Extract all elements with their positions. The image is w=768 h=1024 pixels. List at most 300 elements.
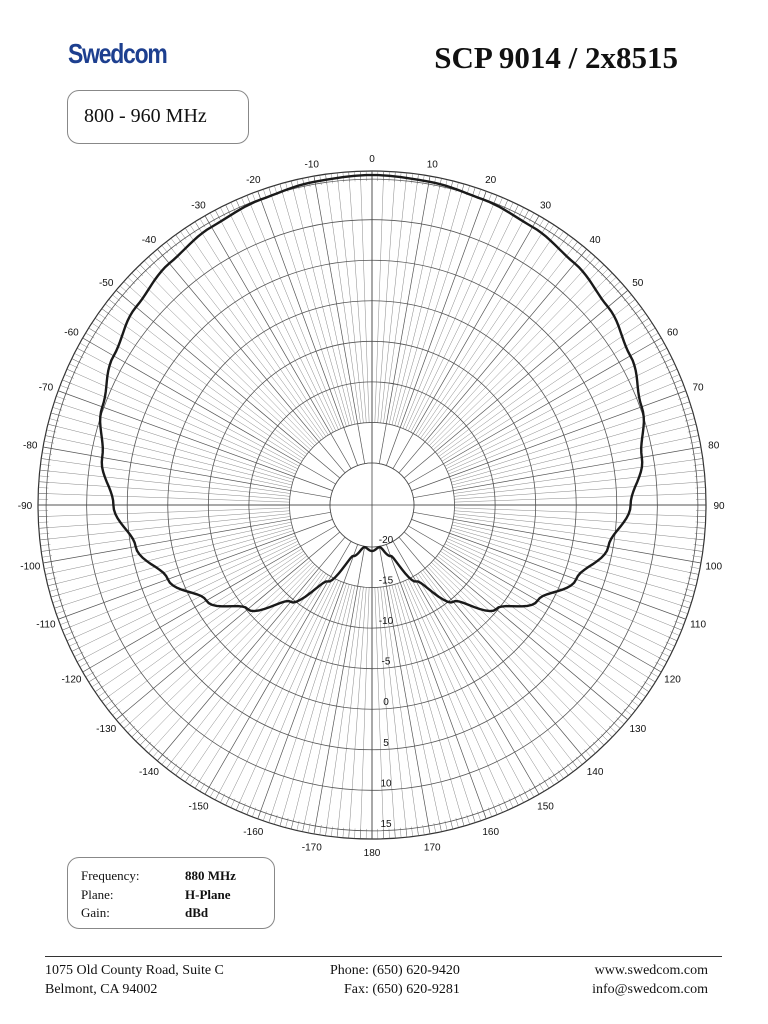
angle-spoke [51,528,293,597]
edge-tick [637,313,645,319]
angle-spoke [404,290,628,478]
angle-tick-label: -120 [61,674,82,686]
angle-spoke [360,588,369,839]
angle-spoke [102,309,305,457]
angle-spoke [95,551,303,692]
angle-spoke [157,537,345,761]
angle-tick-label: -160 [243,827,264,839]
edge-tick [210,788,215,797]
edge-tick [609,726,616,733]
edge-tick [641,686,649,692]
angle-spoke [429,564,604,745]
angle-spoke [445,544,667,662]
angle-spoke [360,171,369,422]
edge-tick [120,718,128,725]
angle-spoke [95,318,303,459]
edge-tick [80,662,89,667]
edge-tick [601,269,608,276]
angle-spoke [411,391,685,491]
edge-tick [92,323,100,328]
angle-spoke [54,402,293,480]
edge-tick [80,343,89,348]
edge-tick [195,780,200,788]
edge-tick [650,672,659,677]
angle-spoke [236,580,338,810]
angle-spoke [393,216,539,469]
angle-tick-label: 160 [482,827,500,839]
footer-divider [45,956,722,957]
angle-spoke [375,171,384,422]
edge-tick [631,700,639,706]
edge-tick [200,783,205,792]
angle-spoke [389,178,441,424]
angle-tick-label: -30 [191,200,206,212]
edge-tick [562,235,568,243]
edge-tick [613,282,620,289]
swedcom-logo: Swedcom [68,38,167,69]
angle-spoke [83,526,336,672]
edge-tick [116,290,124,296]
angle-spoke [326,587,361,836]
edge-tick [567,238,573,246]
edge-tick [149,746,156,753]
angle-spoke [195,575,328,788]
edge-tick [105,700,113,706]
angle-spoke [132,562,313,737]
angle-tick-label: 180 [363,848,381,859]
angle-spoke [439,554,642,702]
angle-spoke [77,544,299,662]
angle-spoke [454,482,705,500]
edge-tick [605,730,612,737]
edge-tick [162,757,168,765]
frequency-label: Frequency: [81,868,140,883]
edge-tick [180,770,186,778]
edge-tick [647,328,655,333]
edge-tick [95,318,103,324]
edge-tick [529,788,534,797]
edge-tick [98,313,106,319]
angle-spoke [314,176,365,464]
edge-tick [655,343,664,348]
angle-spoke [408,338,661,484]
angle-spoke [303,178,355,424]
angle-spoke [39,511,290,529]
angle-spoke [386,191,486,465]
edge-tick [153,750,160,758]
angle-spoke [404,532,628,720]
angle-spoke [408,526,661,672]
footer-contact [330,961,460,999]
edge-tick [647,677,655,682]
edge-tick [205,786,210,795]
angle-spoke [205,541,351,794]
angle-spoke [395,184,464,426]
edge-tick [102,309,110,315]
angle-spoke [379,176,430,464]
angle-spoke [83,338,336,484]
angle-spoke [442,328,655,461]
edge-tick [562,767,568,775]
edge-tick [558,231,564,239]
angle-tick-label: -70 [38,382,54,394]
radial-tick-label: 5 [383,737,389,749]
phone-number: Phone: (650) 620-9420 [330,963,460,978]
edge-tick [641,318,649,324]
angle-spoke [453,522,699,574]
edge-tick [205,216,210,225]
radial-tick-label: -15 [378,575,394,587]
angle-spoke [455,508,706,517]
angle-spoke [314,546,365,834]
edge-tick [529,213,534,222]
angle-spoke [269,584,347,823]
edge-tick [124,722,131,729]
edge-tick [153,253,160,261]
edge-tick [89,677,97,682]
edge-tick [593,742,600,749]
angle-tick-label: -130 [96,724,117,736]
angle-spoke [258,191,358,465]
edge-tick [86,672,95,677]
edge-tick [585,750,592,758]
angle-spoke [446,541,672,651]
edge-tick [609,277,616,284]
edge-tick [544,222,549,230]
angle-spoke [157,249,345,473]
edge-tick [580,249,586,257]
angle-spoke [418,228,559,436]
angle-spoke [418,573,559,781]
radial-tick-label: -5 [381,656,391,668]
angle-spoke [451,531,690,609]
angle-tick-label: 90 [713,501,725,512]
angle-tick-label: 130 [629,724,647,736]
angle-spoke [258,544,358,818]
edge-tick [620,290,628,296]
angle-spoke [451,528,693,597]
edge-tick [120,286,128,293]
edge-tick [128,277,135,284]
radial-tick-label: -20 [378,535,394,546]
angle-spoke [429,265,604,446]
angle-tick-label: -150 [188,801,209,813]
footer-online [592,961,708,999]
edge-tick [112,295,120,301]
frequency-band-label: 800 - 960 MHz [84,105,207,127]
angle-spoke [215,578,333,800]
address-line-2: Belmont, CA 94002 [45,982,158,997]
edge-tick [89,328,97,333]
edge-tick [140,738,147,745]
angle-spoke [383,174,418,423]
angle-spoke [421,235,569,438]
angle-spoke [349,587,367,838]
angle-tick-label: -100 [20,561,41,573]
angle-spoke [140,564,315,745]
edge-tick [613,722,620,729]
angle-spoke [51,413,293,482]
edge-tick [136,269,143,276]
edge-tick [128,726,135,733]
edge-tick [617,286,625,293]
model-title: SCP 9014 / 2x8515 [434,40,678,75]
edge-tick [534,216,539,225]
angle-spoke [89,328,302,461]
angle-spoke [399,537,587,761]
edge-tick [185,228,191,236]
edge-tick [176,767,182,775]
edge-tick [166,760,172,768]
gain-label: Gain: [81,905,110,920]
angle-spoke [440,551,648,692]
edge-tick [195,222,200,230]
edge-tick [86,333,95,338]
angle-spoke [337,173,363,423]
edge-tick [637,691,645,697]
angle-tick-label: 110 [690,619,707,631]
angle-tick-label: -110 [36,619,56,631]
angle-spoke [38,508,289,517]
angle-spoke [454,514,704,540]
edge-tick [95,686,103,692]
edge-tick [605,273,612,280]
edge-tick [102,695,110,701]
angle-tick-label: 120 [664,674,681,686]
angle-spoke [195,222,328,435]
angle-tick-label: 10 [426,159,438,171]
edge-tick [589,257,596,264]
plane-value: H-Plane [185,887,231,902]
edge-tick [627,299,635,305]
edge-tick [132,273,139,280]
angle-spoke [451,402,690,480]
angle-spoke [451,413,693,482]
angle-spoke [40,470,290,496]
edge-tick [92,681,100,686]
angle-spoke [431,562,612,737]
angle-spoke [398,187,476,426]
angle-spoke [326,174,361,423]
edge-tick [601,734,608,741]
edge-tick [83,338,92,343]
edge-tick [571,760,577,768]
angle-spoke [454,511,705,529]
angle-spoke [389,586,441,832]
edge-tick [620,713,628,719]
edge-tick [553,774,559,782]
angle-spoke [89,549,302,682]
edge-tick [553,228,559,236]
edge-tick [650,333,659,338]
edge-tick [98,691,106,697]
edge-tick [624,709,632,715]
angle-spoke [421,572,569,775]
edge-tick [144,261,151,268]
edge-tick [567,764,573,772]
angle-spoke [413,512,701,563]
edge-tick [116,713,124,719]
edge-tick [162,245,168,253]
edge-tick [539,219,544,228]
angle-tick-label: -90 [17,501,33,512]
radial-tick-label: 0 [383,697,389,709]
edge-tick [634,309,642,315]
angle-spoke [269,187,347,426]
angle-spoke [38,493,289,502]
edge-tick [655,662,664,667]
edge-tick [190,777,195,785]
radial-tick-label: 10 [380,778,392,790]
angle-tick-label: -60 [64,327,79,339]
angle-spoke [39,482,290,500]
angle-spoke [41,516,290,551]
angle-spoke [408,579,518,805]
edge-tick [589,746,596,753]
edge-tick [176,235,182,243]
angle-spoke [440,318,648,459]
angle-spoke [406,580,508,810]
edge-tick [144,742,151,749]
angle-spoke [416,222,549,435]
angle-spoke [176,235,324,438]
angle-spoke [140,265,315,446]
angle-spoke [102,554,305,702]
edge-tick [132,730,139,737]
angle-spoke [72,541,298,651]
edge-tick [631,304,639,310]
angle-spoke [226,579,336,805]
angle-spoke [40,514,290,540]
angle-spoke [226,205,336,431]
angle-spoke [45,522,291,574]
angle-spoke [398,584,476,823]
edge-tick [83,667,92,672]
edge-tick [558,770,564,778]
edge-tick [157,753,163,761]
angle-spoke [411,578,529,800]
edge-tick [109,704,117,710]
edge-tick [597,738,604,745]
edge-tick [544,780,549,788]
angle-spoke [205,216,351,469]
angle-spoke [431,273,612,448]
angle-spoke [386,544,486,818]
angle-spoke [303,586,355,832]
angle-spoke [236,200,338,430]
edge-tick [190,225,195,233]
gain-value: dBd [185,905,209,920]
edge-tick [185,774,191,782]
radial-tick-label: 15 [380,818,392,830]
edge-tick [180,231,186,239]
edge-tick [548,777,553,785]
angle-tick-label: 0 [369,154,375,165]
address-line-1: 1075 Old County Road, Suite C [45,963,224,978]
angle-spoke [442,549,655,682]
angle-tick-label: -10 [304,159,319,171]
edge-tick [171,238,177,246]
edge-tick [157,249,163,257]
email-link[interactable]: info@swedcom.com [592,982,708,997]
angle-spoke [280,184,349,426]
angle-spoke [116,532,340,720]
angle-spoke [72,359,298,469]
angle-spoke [416,575,549,788]
edge-tick [109,299,117,305]
angle-tick-label: 170 [423,842,441,854]
angle-spoke [58,519,332,619]
edge-tick [617,718,625,725]
footer-address [45,961,224,999]
angle-spoke [379,546,430,834]
edge-tick [105,304,113,310]
angle-tick-label: 140 [586,766,604,778]
angle-tick-label: 100 [705,561,723,573]
angle-spoke [176,572,324,775]
edge-tick [166,242,172,250]
info-box [67,857,275,929]
angle-spoke [381,173,407,423]
angle-spoke [116,290,340,478]
edge-tick [580,753,586,761]
edge-tick [597,265,604,272]
angle-tick-label: -50 [98,277,114,289]
plane-label: Plane: [81,887,114,902]
angle-spoke [411,519,685,619]
edge-tick [171,764,177,772]
angle-spoke [454,470,704,496]
angle-spoke [378,172,396,423]
edge-tick [653,667,662,672]
angle-tick-label: -20 [246,174,261,186]
angle-tick-label: -80 [23,440,38,452]
edge-tick [576,757,582,765]
edge-tick [149,257,156,264]
angle-spoke [439,309,642,457]
angle-spoke [446,359,672,469]
angle-tick-label: 70 [692,382,704,394]
angle-spoke [41,459,290,494]
angle-spoke [413,447,701,498]
angle-spoke [43,512,331,563]
angle-spoke [215,210,333,432]
angle-spoke [453,436,699,488]
website-link[interactable]: www.swedcom.com [594,963,708,978]
edge-tick [534,786,539,795]
angle-tick-label: -40 [141,235,157,247]
angle-spoke [349,172,367,423]
edge-tick [624,295,632,301]
angle-spoke [58,391,332,491]
edge-tick [576,245,582,253]
fax-number: Fax: (650) 620-9281 [344,982,460,997]
angle-tick-label: 150 [537,801,554,813]
edge-tick [124,282,131,289]
edge-tick [585,253,592,261]
edge-tick [571,242,577,250]
angle-spoke [54,531,293,609]
angle-spoke [454,516,703,551]
angle-spoke [399,249,587,473]
angle-spoke [408,205,518,431]
angle-spoke [395,584,464,826]
edge-tick [539,783,544,792]
edge-tick [200,219,205,228]
edge-tick [140,265,147,272]
angle-tick-label: -170 [301,842,322,854]
angle-spoke [455,493,706,502]
